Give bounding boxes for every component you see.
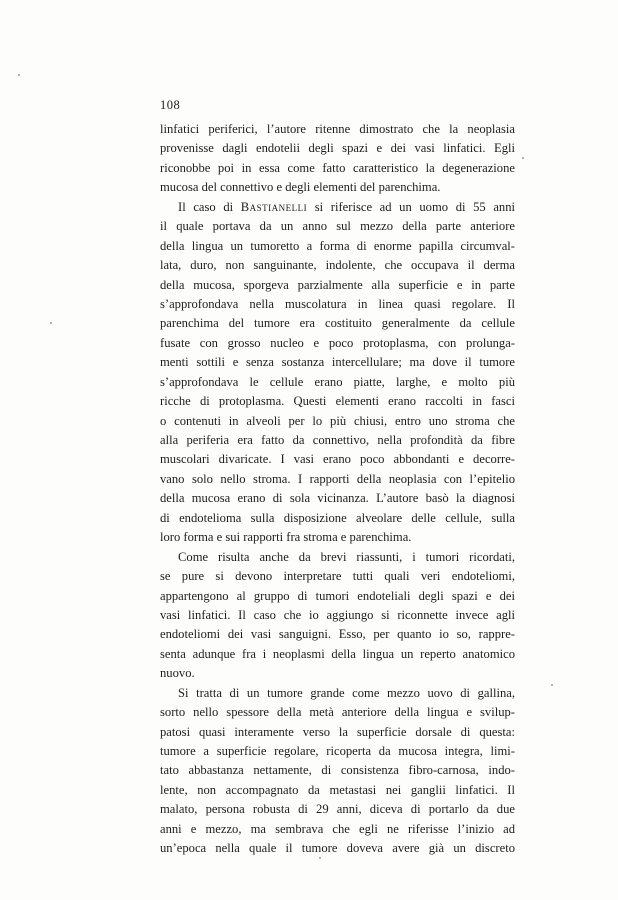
text-line: lata, duro, non sanguinante, indolente, che occupava il derma [160, 258, 515, 273]
text-line: senta adunque fra i neoplasmi della lingua un reperto anatomico [160, 646, 515, 661]
text-line: muscolari divaricate. I vasi erano poco abbondanti e decorre- [160, 452, 515, 467]
text-line: riconobbe poi in essa come fatto caratteristico la degenerazione [160, 160, 515, 175]
text-line: sorto nello spessore della metà anteriore della lingua e svilup- [160, 705, 515, 720]
text-line: anni e mezzo, ma sembrava che egli ne riferisse l’inizio ad [160, 821, 515, 836]
text-line: vano solo nello stroma. I rapporti della neoplasia con l’epitelio [160, 471, 515, 486]
text-line: tato abbastanza nettamente, di consistenza fibro-carnosa, indo- [160, 763, 515, 778]
text-line: il quale portava da un anno sul mezzo della parte anteriore [160, 219, 515, 234]
text-line: Come risulta anche da brevi riassunti, i tumori ricordati, [178, 549, 515, 564]
text-line: lente, non accompagnato da metastasi nei ganglii linfatici. Il [160, 782, 515, 797]
text-line: linfatici periferici, l’autore ritenne dimostrato che la neoplasia [160, 122, 515, 136]
text-line: malato, persona robusta di 29 anni, diceva di portarlo da due [160, 802, 515, 817]
text-line: un’epoca nella quale il tumore doveva avere già un discreto [160, 841, 515, 856]
text-line: endoteliomi dei vasi sanguigni. Esso, per quanto io so, rappre- [160, 627, 515, 642]
text-line: di endotelioma sulla disposizione alveolare delle cellule, sulla [160, 510, 515, 525]
text-line: patosi quasi interamente verso la superficie dorsale di questa: [160, 724, 515, 739]
author-name: Bastianelli [240, 199, 308, 214]
page-number: 108 [160, 98, 181, 112]
text-line: vasi linfatici. Il caso che io aggiungo si riconnette invece agli [160, 607, 515, 622]
text-line: s’approfondava nella muscolatura in linea quasi regolare. Il [160, 296, 515, 311]
text-line: mucosa del connettivo e degli elementi del parenchima. [160, 180, 441, 195]
text-line: Si tratta di un tumore grande come mezzo uovo di gallina, [178, 685, 515, 700]
text-line: appartengono al gruppo di tumori endoteliali degli spazi e dei [160, 588, 515, 603]
text-line: Il caso di Bastianelli si riferisce ad un uomo di 55 anni [178, 199, 516, 214]
text-line: loro forma e sui rapporti fra stroma e parenchima. [160, 530, 412, 545]
text-line: alla periferia era fatto da connettivo, nella profondità da fibre [160, 433, 515, 447]
text-line: menti sottili e senza sostanza intercellulare; ma dove il tumore [160, 355, 515, 370]
text-line: o contenuti in alveoli per lo più chiusi, entro uno stroma che [160, 413, 515, 428]
paper-speck [551, 684, 553, 686]
text-line: della mucosa erano di sola vicinanza. L’autore basò la diagnosi [160, 491, 515, 506]
text-line: tumore a superficie regolare, ricoperta da mucosa integra, limi- [160, 744, 515, 758]
text-line: fusate con grosso nucleo e poco protoplasma, con prolunga- [160, 335, 515, 350]
text-line: provenisse dagli endotelii degli spazi e dei vasi linfatici. Egli [160, 141, 515, 156]
text-line: della lingua un tumoretto a forma di enorme papilla circumval- [160, 238, 515, 253]
paper-speck [50, 322, 52, 324]
paper-speck [522, 157, 524, 159]
text-line: ricche di protoplasma. Questi elementi erano raccolti in fasci [160, 394, 515, 409]
text-line: parenchima del tumore era costituito generalmente da cellule [160, 316, 515, 331]
text-line: s’approfondava le cellule erano piatte, larghe, e molto più [160, 374, 515, 389]
text-line: della mucosa, sporgeva parzialmente alla superficie e in parte [160, 277, 515, 292]
text-line: nuovo. [160, 666, 195, 681]
paper-speck [18, 74, 20, 76]
body-text [160, 120, 515, 859]
paper-speck [319, 857, 321, 859]
text-line: se pure si devono interpretare tutti quali veri endoteliomi, [160, 569, 515, 584]
